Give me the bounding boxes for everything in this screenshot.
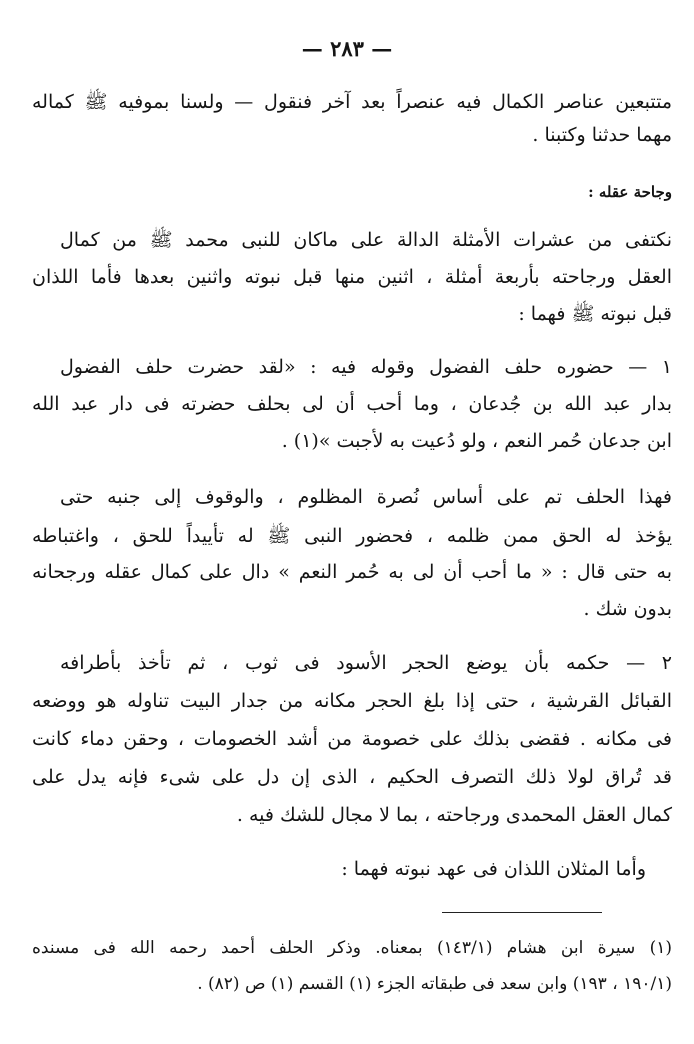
text-line: العقل ورجاحته بأربعة أمثلة ، اثنين منها قبل نبوته واثنين بعدها فأما اللذان [32,266,672,288]
section-heading: وجاحة عقله : [588,183,672,201]
text-line: ابن جدعان حُمر النعم ، ولو دُعيت به لأجبت »(١) . [281,430,672,452]
footnote-divider [442,912,602,913]
text-line: بدار عبد الله بن جُدعان ، وما أحب أن لى بحلف حضرته فى دار عبد الله [32,393,672,415]
text-line: نكتفى من عشرات الأمثلة الدالة على ماكان للنبى محمد ﷺ من كمال [60,229,672,251]
text-line: ١ — حضوره حلف الفضول وقوله فيه : «لقد حضرت حلف الفضول [60,356,672,378]
page-number: — ٢٨٣ — [301,36,393,61]
text-line: مهما حدثنا وكتبنا . [532,124,672,146]
text-line: ٢ — حكمه بأن يوضع الحجر الأسود فى ثوب ، ثم تأخذ بأطرافه [60,652,672,674]
text-line: القبائل القرشية ، حتى إذا بلغ الحجر مكانه من جدار البيت تناوله هو ووضعه [32,690,673,712]
text-line: كمال العقل المحمدى ورجاحته ، بما لا مجال للشك فيه . [236,804,672,826]
footnote-line: (١٩٠/١ ، ١٩٣) وابن سعد فى طبقاته الجزء (١) القسم (١) ص (٨٢) . [197,974,672,994]
text-line: قبل نبوته ﷺ فهما : [518,303,672,325]
text-line: متتبعين عناصر الكمال فيه عنصراً بعد آخر فنقول — ولسنا بموفيه ﷺ كماله [32,91,672,113]
footnote-line: (١) سيرة ابن هشام (١٤٣/١) بمعناه. وذكر الحلف أحمد رحمه الله فى مسنده [32,938,672,958]
text-line: به حتى قال : « ما أحب أن لى به حُمر النعم » دال على كمال عقله ورجحانه [32,561,672,583]
text-line: يؤخذ له الحق ممن ظلمه ، فحضور النبى ﷺ له تأييداً للحق ، واغتباطه [32,525,672,547]
text-line: قد تُراق لولا ذلك التصرف الحكيم ، الذى إن دل على شىء فإنه يدل على [32,766,672,788]
text-line: بدون شك . [583,598,672,620]
text-line: فى مكانه . فقضى بذلك على خصومة من أشد الخصومات ، وحقن دماء كانت [32,728,672,750]
text-line: وأما المثلان اللذان فى عهد نبوته فهما : [341,858,646,880]
text-line: فهذا الحلف تم على أساس نُصرة المظلوم ، والوقوف إلى جنبه حتى [60,486,672,508]
